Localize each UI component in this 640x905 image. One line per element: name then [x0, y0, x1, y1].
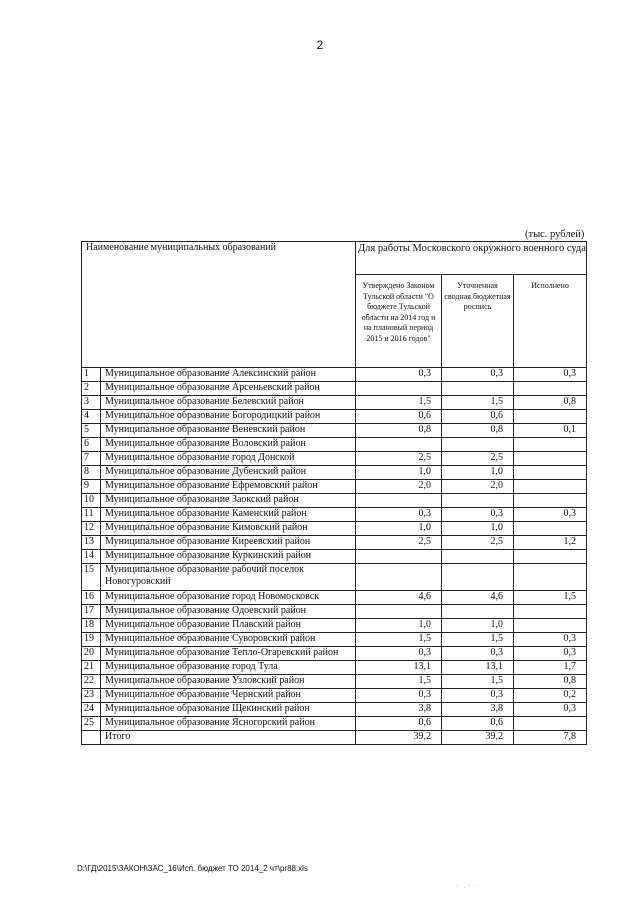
- table-row: [82, 410, 587, 424]
- table-row: [82, 494, 587, 508]
- row-refined: 0,6: [442, 717, 514, 731]
- row-executed: 1,5: [514, 591, 587, 605]
- table-row: [82, 661, 587, 675]
- row-executed: [514, 550, 587, 564]
- row-approved: 3,8: [356, 703, 442, 717]
- row-refined: [442, 605, 514, 619]
- file-path-footer: D:\ГД\2015\ЗАКОН\ЗАС_16\Исп. бюджет ТО 2014_2 чт\pr88.xls: [77, 864, 308, 873]
- row-approved: [356, 605, 442, 619]
- header-row: [82, 242, 587, 275]
- table-row: [82, 703, 587, 717]
- row-approved: 1,0: [356, 466, 442, 480]
- row-refined: 3,8: [442, 703, 514, 717]
- budget-table: [81, 241, 587, 745]
- table-row: [82, 480, 587, 494]
- row-executed: 0,3: [514, 647, 587, 661]
- row-refined: 4,6: [442, 591, 514, 605]
- table-row: [82, 564, 587, 591]
- row-name: Муниципальное образование Плавский район: [101, 619, 356, 633]
- row-number: 4: [82, 410, 101, 424]
- subheader-refined: Уточненная сводная бюджетная роспись: [442, 275, 514, 368]
- row-approved: 39,2: [356, 731, 442, 745]
- row-approved: 0,3: [356, 508, 442, 522]
- table-row: [82, 605, 587, 619]
- table-row: [82, 466, 587, 480]
- header-name-label: Наименование муниципальных образований: [86, 242, 277, 253]
- row-approved: 0,3: [356, 368, 442, 382]
- row-executed: 7,8: [514, 731, 587, 745]
- row-name: Муниципальное образование Ефремовский район: [101, 480, 356, 494]
- row-refined: 39,2: [442, 731, 514, 745]
- row-approved: 1,0: [356, 619, 442, 633]
- row-number: 20: [82, 647, 101, 661]
- row-executed: [514, 564, 587, 591]
- row-number: 10: [82, 494, 101, 508]
- row-approved: 2,0: [356, 480, 442, 494]
- row-number: 17: [82, 605, 101, 619]
- row-name: Муниципальное образование город Донской: [101, 452, 356, 466]
- row-name: Муниципальное образование Суворовский район: [101, 633, 356, 647]
- row-refined: 0,8: [442, 424, 514, 438]
- row-executed: [514, 480, 587, 494]
- row-approved: 1,0: [356, 522, 442, 536]
- row-executed: 0,8: [514, 396, 587, 410]
- row-executed: [514, 452, 587, 466]
- header-group-label: Для работы Московского окружного военного суда: [356, 242, 587, 275]
- row-name: Муниципальное образование город Тула: [101, 661, 356, 675]
- subheader-executed: Исполнено: [514, 275, 587, 368]
- row-approved: 2,5: [356, 452, 442, 466]
- row-refined: 0,6: [442, 410, 514, 424]
- row-name: Муниципальное образование Белевский район: [101, 396, 356, 410]
- row-number: 19: [82, 633, 101, 647]
- row-name: Муниципальное образование Киреевский район: [101, 536, 356, 550]
- row-approved: [356, 438, 442, 452]
- row-executed: 1,2: [514, 536, 587, 550]
- table-row: [82, 536, 587, 550]
- row-refined: 2,5: [442, 452, 514, 466]
- row-executed: [514, 619, 587, 633]
- table-row: [82, 508, 587, 522]
- table-row: [82, 382, 587, 396]
- row-name: Муниципальное образование Богородицкий район: [101, 410, 356, 424]
- row-approved: 1,5: [356, 675, 442, 689]
- row-number: 23: [82, 689, 101, 703]
- row-number: 3: [82, 396, 101, 410]
- row-executed: 0,8: [514, 675, 587, 689]
- row-refined: 1,5: [442, 396, 514, 410]
- row-name: Муниципальное образование город Новомосковск: [101, 591, 356, 605]
- row-number: 14: [82, 550, 101, 564]
- row-number: 9: [82, 480, 101, 494]
- row-number: [82, 731, 101, 745]
- row-name: Муниципальное образование Узловский район: [101, 675, 356, 689]
- row-refined: 2,0: [442, 480, 514, 494]
- row-executed: 0,3: [514, 703, 587, 717]
- row-refined: 1,5: [442, 633, 514, 647]
- table-row: [82, 619, 587, 633]
- table-row: [82, 396, 587, 410]
- row-refined: 13,1: [442, 661, 514, 675]
- row-executed: [514, 605, 587, 619]
- table-row: [82, 689, 587, 703]
- header-name-cell: [82, 242, 356, 368]
- row-approved: [356, 550, 442, 564]
- row-executed: 0,3: [514, 633, 587, 647]
- row-name: Муниципальное образование Щекинский район: [101, 703, 356, 717]
- table-row: [82, 452, 587, 466]
- row-refined: [442, 438, 514, 452]
- row-approved: 2,5: [356, 536, 442, 550]
- row-executed: [514, 382, 587, 396]
- page-number: 2: [316, 38, 324, 52]
- table-row: [82, 675, 587, 689]
- row-executed: [514, 466, 587, 480]
- row-number: 12: [82, 522, 101, 536]
- row-approved: 0,6: [356, 717, 442, 731]
- row-approved: [356, 494, 442, 508]
- row-refined: [442, 382, 514, 396]
- row-name: Муниципальное образование рабочий поселок Новогуровский: [101, 564, 356, 591]
- row-executed: [514, 522, 587, 536]
- row-number: 5: [82, 424, 101, 438]
- margin-marks: · .· ·: [456, 882, 481, 890]
- row-refined: [442, 564, 514, 591]
- row-refined: 1,0: [442, 466, 514, 480]
- row-name: Муниципальное образование Куркинский район: [101, 550, 356, 564]
- row-name: Муниципальное образование Каменский район: [101, 508, 356, 522]
- row-name: Муниципальное образование Дубенский район: [101, 466, 356, 480]
- row-number: 2: [82, 382, 101, 396]
- row-name: Муниципальное образование Воловский район: [101, 438, 356, 452]
- row-approved: 0,3: [356, 647, 442, 661]
- row-name: Итого: [101, 731, 356, 745]
- row-approved: 1,5: [356, 633, 442, 647]
- row-number: 13: [82, 536, 101, 550]
- row-number: 11: [82, 508, 101, 522]
- row-refined: 1,0: [442, 619, 514, 633]
- row-approved: [356, 564, 442, 591]
- row-approved: 0,3: [356, 689, 442, 703]
- row-approved: 0,8: [356, 424, 442, 438]
- row-executed: [514, 438, 587, 452]
- row-approved: 1,5: [356, 396, 442, 410]
- row-number: 24: [82, 703, 101, 717]
- table-row: [82, 633, 587, 647]
- row-executed: 0,2: [514, 689, 587, 703]
- row-number: 15: [82, 564, 101, 591]
- row-number: 7: [82, 452, 101, 466]
- row-name: Муниципальное образование Тепло-Огаревский район: [101, 647, 356, 661]
- table-row: [82, 591, 587, 605]
- row-number: 6: [82, 438, 101, 452]
- row-approved: 13,1: [356, 661, 442, 675]
- row-number: 8: [82, 466, 101, 480]
- row-number: 1: [82, 368, 101, 382]
- row-executed: 0,3: [514, 508, 587, 522]
- row-executed: 0,1: [514, 424, 587, 438]
- row-name: Муниципальное образование Ясногорский район: [101, 717, 356, 731]
- row-number: 25: [82, 717, 101, 731]
- table-row: [82, 368, 587, 382]
- table-row: [82, 647, 587, 661]
- row-refined: [442, 550, 514, 564]
- row-name: Муниципальное образование Алексинский район: [101, 368, 356, 382]
- row-approved: [356, 382, 442, 396]
- row-executed: 1,7: [514, 661, 587, 675]
- row-refined: 0,3: [442, 647, 514, 661]
- units-label: (тыс. рублей): [525, 229, 585, 240]
- table-row: [82, 424, 587, 438]
- table-row: [82, 522, 587, 536]
- row-refined: 0,3: [442, 508, 514, 522]
- row-name: Муниципальное образование Чернский район: [101, 689, 356, 703]
- table-row: [82, 550, 587, 564]
- row-executed: [514, 494, 587, 508]
- row-refined: [442, 494, 514, 508]
- row-name: Муниципальное образование Одоевский район: [101, 605, 356, 619]
- row-name: Муниципальное образование Заокский район: [101, 494, 356, 508]
- row-approved: 0,6: [356, 410, 442, 424]
- row-name: Муниципальное образование Кимовский район: [101, 522, 356, 536]
- row-refined: 1,0: [442, 522, 514, 536]
- row-refined: 0,3: [442, 689, 514, 703]
- row-refined: 1,5: [442, 675, 514, 689]
- table-row: [82, 438, 587, 452]
- total-row: [82, 731, 587, 745]
- row-number: 22: [82, 675, 101, 689]
- row-refined: 0,3: [442, 368, 514, 382]
- table-row: [82, 717, 587, 731]
- row-executed: [514, 410, 587, 424]
- row-number: 18: [82, 619, 101, 633]
- subheader-approved: Утверждено Законом Тульской области "О бюджете Тульской области на 2014 год и на плановый период 2015 и 2016 годов": [356, 275, 442, 368]
- row-number: 21: [82, 661, 101, 675]
- row-name: Муниципальное образование Веневский район: [101, 424, 356, 438]
- row-refined: 2,5: [442, 536, 514, 550]
- row-executed: 0,3: [514, 368, 587, 382]
- row-name: Муниципальное образование Арсеньевский район: [101, 382, 356, 396]
- row-number: 16: [82, 591, 101, 605]
- row-executed: [514, 717, 587, 731]
- row-approved: 4,6: [356, 591, 442, 605]
